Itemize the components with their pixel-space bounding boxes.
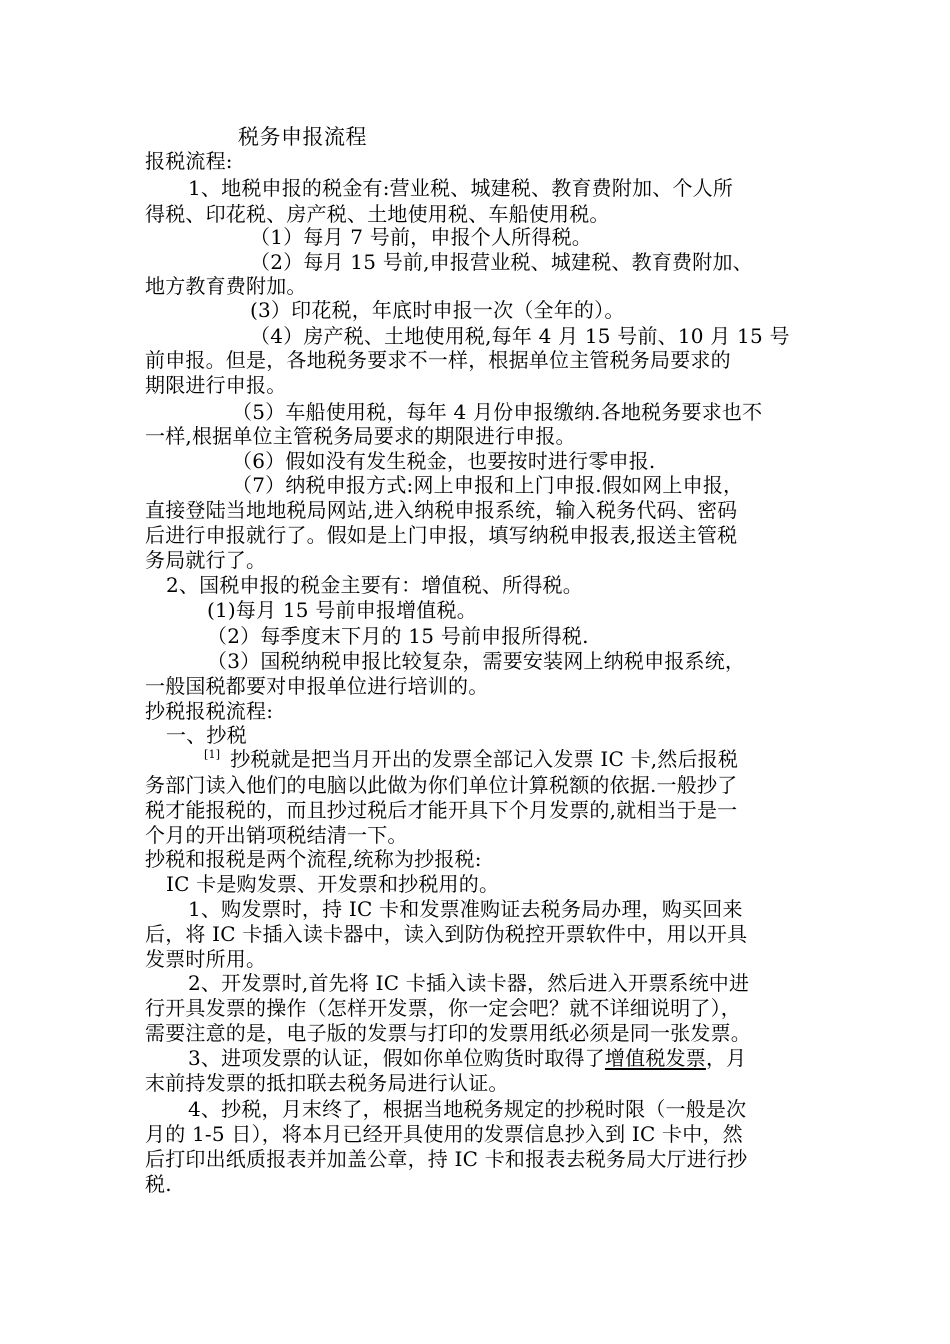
text-line: 1、地税申报的税金有:营业税、城建税、教育费附加、个人所: [188, 176, 734, 200]
footnote-line: [204, 746, 738, 772]
text-line: （2）每月 15 号前,申报营业税、城建税、教育费附加、: [250, 250, 753, 274]
footnote-marker: [1]: [204, 748, 221, 761]
text-line: 期限进行申报。: [145, 373, 287, 397]
text-line: 税.: [145, 1172, 172, 1196]
text-line: 1、购发票时，持 IC 卡和发票准购证去税务局办理，购买回来: [188, 897, 743, 921]
text-line: 2、国税申报的税金主要有：增值税、所得税。: [166, 573, 583, 597]
document-title: 税务申报流程: [238, 125, 367, 149]
text-line: 2、开发票时,首先将 IC 卡插入读卡器，然后进入开票系统中进: [188, 971, 750, 995]
text-line: 4、抄税，月末终了，根据当地税务规定的抄税时限（一般是次: [188, 1097, 747, 1121]
text-line: 个月的开出销项税结清一下。: [145, 823, 408, 847]
text-line: 末前持发票的抵扣联去税务局进行认证。: [145, 1071, 509, 1095]
text-line: （2）每季度末下月的 15 号前申报所得税.: [207, 624, 589, 648]
text-segment: 3、进项发票的认证，假如你单位购货时取得了: [188, 1046, 605, 1070]
text-segment: 抄税就是把当月开出的发票全部记入发票 IC 卡,然后报税: [230, 747, 739, 771]
text-line: （3）国税纳税申报比较复杂，需要安装网上纳税申报系统，: [207, 649, 746, 673]
text-line: 得税、印花税、房产税、土地使用税、车船使用税。: [145, 202, 610, 226]
text-line: 一般国税都要对申报单位进行培训的。: [145, 674, 489, 698]
text-line: （4）房产税、土地使用税,每年 4 月 15 号前、10 月 15 号: [250, 324, 790, 348]
text-line: 直接登陆当地地税局网站,进入纳税申报系统，输入税务代码、密码: [145, 498, 738, 522]
text-segment: ，月: [705, 1046, 747, 1070]
text-line: 后，将 IC 卡插入读卡器中，读入到防伪税控开票软件中，用以开具: [145, 922, 748, 946]
text-line: 一、抄税: [166, 723, 247, 747]
text-line: 务局就行了。: [145, 548, 267, 572]
text-line: （6）假如没有发生税金，也要按时进行零申报.: [232, 449, 656, 473]
text-line: （7）纳税申报方式:网上申报和上门申报.假如网上申报，: [232, 473, 744, 497]
text-line: 报税流程:: [145, 149, 233, 173]
text-line: 后进行申报就行了。假如是上门申报，填写纳税申报表,报送主管税: [145, 523, 738, 547]
text-line: (3）印花税，年底时申报一次（全年的）。: [250, 298, 625, 322]
text-line: 务部门读入他们的电脑以此做为你们单位计算税额的依据.一般抄了: [145, 773, 738, 797]
text-line: (1)每月 15 号前申报增值税。: [207, 598, 477, 622]
text-line: IC 卡是购发票、开发票和抄税用的。: [166, 872, 500, 896]
text-line: 税才能报税的，而且抄过税后才能开具下个月发票的,就相当于是一: [145, 798, 738, 822]
text-line: 抄税报税流程:: [145, 699, 274, 723]
text-line: 一样,根据单位主管税务局要求的期限进行申报。: [145, 424, 576, 448]
text-line: 行开具发票的操作（怎样开发票，你一定会吧？就不详细说明了），: [145, 996, 741, 1020]
text-line: 后打印出纸质报表并加盖公章，持 IC 卡和报表去税务局大厅进行抄: [145, 1147, 748, 1171]
text-line: （1）每月 7 号前，申报个人所得税。: [250, 225, 592, 249]
text-line: 月的 1-5 日），将本月已经开具使用的发票信息抄入到 IC 卡中，然: [145, 1122, 743, 1146]
text-line: 地方教育费附加。: [145, 274, 307, 298]
text-line: 前申报。但是，各地税务要求不一样，根据单位主管税务局要求的: [145, 348, 731, 372]
text-line-with-link: [188, 1045, 746, 1071]
text-line: 发票时所用。: [145, 947, 267, 971]
text-line: （5）车船使用税，每年 4 月份申报缴纳.各地税务要求也不: [232, 400, 763, 424]
vat-invoice-link[interactable]: 增值税发票: [604, 1046, 706, 1070]
text-line: 需要注意的是，电子版的发票与打印的发票用纸必须是同一张发票。: [145, 1021, 751, 1045]
text-line: 抄税和报税是两个流程,统称为抄报税:: [145, 847, 482, 871]
